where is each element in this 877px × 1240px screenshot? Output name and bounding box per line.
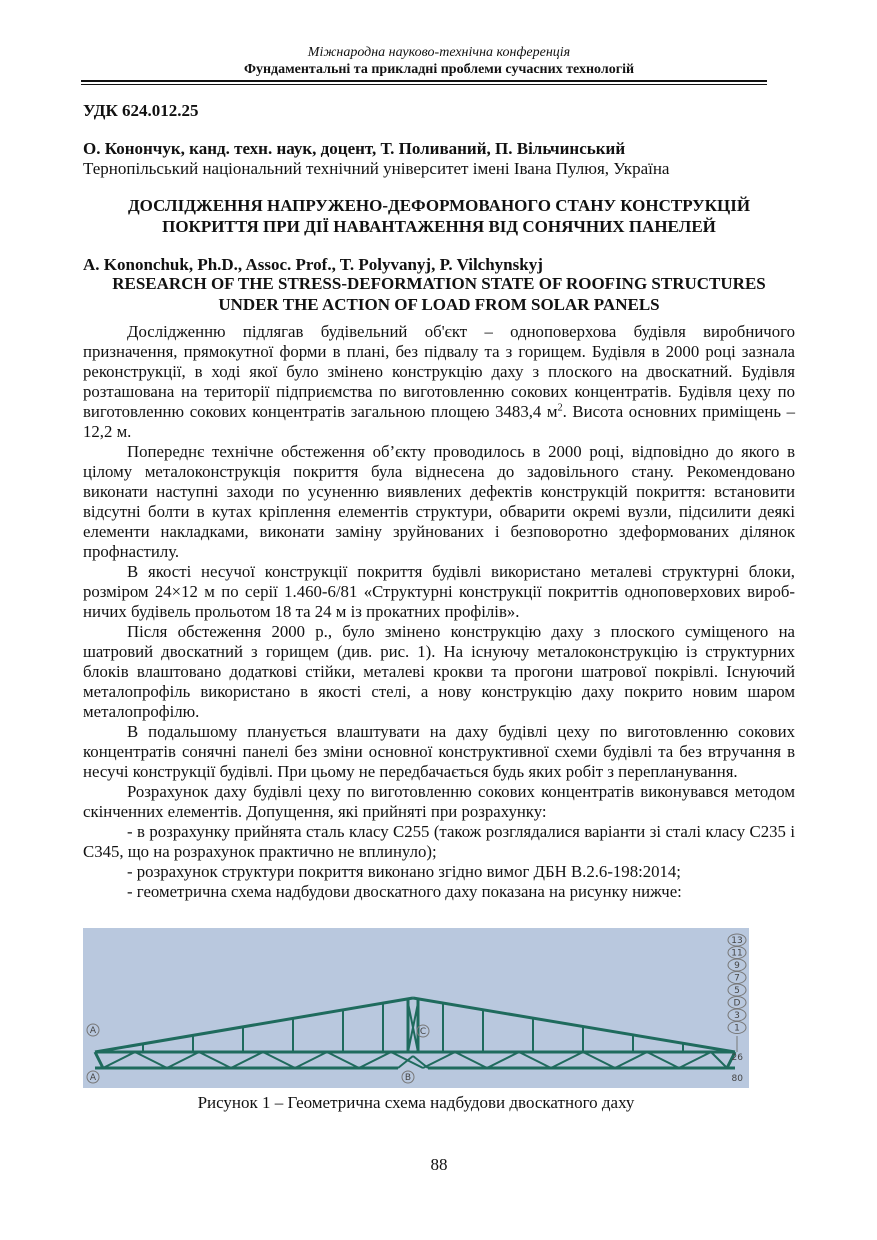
list-item-1: - в розрахунку прийнята сталь класу С255 (також розглядалися варіанти зі сталі класу С235 і С345, що на розрахунок практично не вплинуло); (83, 822, 795, 861)
axis-bubble-label: 11 (731, 948, 743, 959)
title-ua-line1: ДОСЛІДЖЕННЯ НАПРУЖЕНО-ДЕФОРМОВАНОГО СТАНУ КОНСТРУКЦІЙ (127, 196, 751, 215)
conference-header: Міжнародна науково-технічна конференція (307, 45, 571, 60)
truss-diagram (83, 928, 749, 1088)
conference-title: Фундаментальні та прикладні проблеми сучасних технологій (243, 62, 635, 77)
paragraph-1 (83, 322, 795, 442)
paragraph-6: Розрахунок даху будівлі цеху по виготовленню сокових концентратів виконувався методом скінченних елементів. Допущення, які прийняті при розрахунку: (83, 782, 795, 821)
title-en (83, 273, 795, 315)
page-number: 88 (430, 1155, 448, 1174)
axis-bubble-label: 1 (734, 1023, 740, 1034)
axis-bubble-label: 13 (731, 936, 743, 946)
figure-roof-scheme (83, 928, 749, 1088)
header-rule-thick (81, 80, 767, 82)
udk-code: УДК 624.012.25 (83, 101, 199, 120)
header-rule-thin (81, 84, 767, 85)
superscript: 2 (557, 402, 563, 414)
axis-bubble-label: D (733, 998, 741, 1009)
axis-label-a-bottom: A (89, 1073, 97, 1083)
list-item-2: - розрахунок структури покриття виконано згідно вимог ДБН В.2.6-198:2014; (127, 862, 681, 881)
list-item-3: - геометрична схема надбудови двоскатного даху показана на рисунку нижче: (127, 882, 682, 901)
axis-bubble-label: 5 (734, 986, 740, 996)
right-mark-2: 80 (731, 1074, 743, 1084)
title-en-line2: UNDER THE ACTION OF LOAD FROM SOLAR PANELS (218, 295, 660, 314)
figure-caption: Рисунок 1 – Геометрична схема надбудови двоскатного даху (197, 1093, 635, 1112)
axis-bubble-label: 3 (734, 1011, 740, 1021)
paragraph-5: В подальшому планується влаштувати на даху будівлі цеху по виготовленню сокових концентратів сонячні панелі без зміни основної конструктивної схеми будівлі та без втручання в несучі конструкції будівлі. При цьому не передбачається будь яких робіт з перепланування. (83, 722, 795, 781)
paragraph-1-end: . Висота основних приміщень – 12,2 м. (83, 402, 796, 441)
affiliation: Тернопільський національний технічний університет імені Івана Пулюя, Україна (83, 159, 670, 178)
axis-label-a-top: A (89, 1026, 97, 1036)
body-text (83, 322, 795, 902)
axis-bubble-label: 9 (734, 961, 740, 971)
paragraph-4: Після обстеження 2000 р., було змінено конструкцію даху з плоского суміщеного на шатровий двоскатний з горищем (див. рис. 1). На існуючу металоконструкцію із структурних блоків влаштовано додаткові стійки, металеві крокви та прогони шатрової покрівлі. Існуючий металопрофіль використано в якості стелі, а нову конструкцію даху покрито новим шаром металопрофілю. (83, 622, 795, 721)
title-ua-line2: ПОКРИТТЯ ПРИ ДІЇ НАВАНТАЖЕННЯ ВІД СОНЯЧНИХ ПАНЕЛЕЙ (162, 217, 716, 236)
axis-label-mid-bottom: B (404, 1073, 412, 1083)
axis-bubble-label: 7 (734, 973, 740, 984)
right-mark-1: 26 (731, 1053, 743, 1063)
paragraph-2: Попереднє технічне обстеження об’єкту проводилось в 2000 році, відповідно до якого в цілому металоконструкція покриття була віднесена до задовільного стану. Рекомендовано виконати наступні заходи по усуненню виявлених дефектів конструкцій покриття: встановити відсутні болти в кутах кріплення елементів структури, обварити окремі вузли, підсилити деякі елементи накладками, виконати заміну зруйнованих і безповоротно здеформованих ділянок профнастилу. (83, 442, 795, 561)
axis-label-mid-top: C (419, 1027, 427, 1037)
title-en-line1: RESEARCH OF THE STRESS-DEFORMATION STATE OF ROOFING STRUCTURES (112, 274, 766, 293)
paragraph-1-text: Дослідженню підлягав будівельний об'єкт – одноповерхова будівля виробничого призначення, прямокутної форми в плані, без підвалу та з горищем. Будівля в 2000 році зазнала реконструкції, в ході якої було змінено конструкцію даху з плоского на двоскатний. Будівля розташована на території підприємства по виготовленню сокових концентратів. Будівля цеху по виготовленню сокових концентратів загальною площею 3483,4 м (83, 322, 795, 421)
authors-en: A. Kononchuk, Ph.D., Assoc. Prof., T. Polyvanyj, P. Vilchynskyj (83, 255, 543, 274)
authors-ua: О. Конончук, канд. техн. наук, доцент, Т. Поливаний, П. Вільчинський (83, 139, 626, 158)
title-ua (83, 195, 795, 237)
paragraph-3: В якості несучої конструкції покриття будівлі використано металеві структурні блоки, розміром 24×12 м по серії 1.460-6/81 «Структурні конструкції покриттів одноповерхових виробничих будівель прольотом 18 та 24 м із прокатних профілів». (83, 562, 795, 621)
